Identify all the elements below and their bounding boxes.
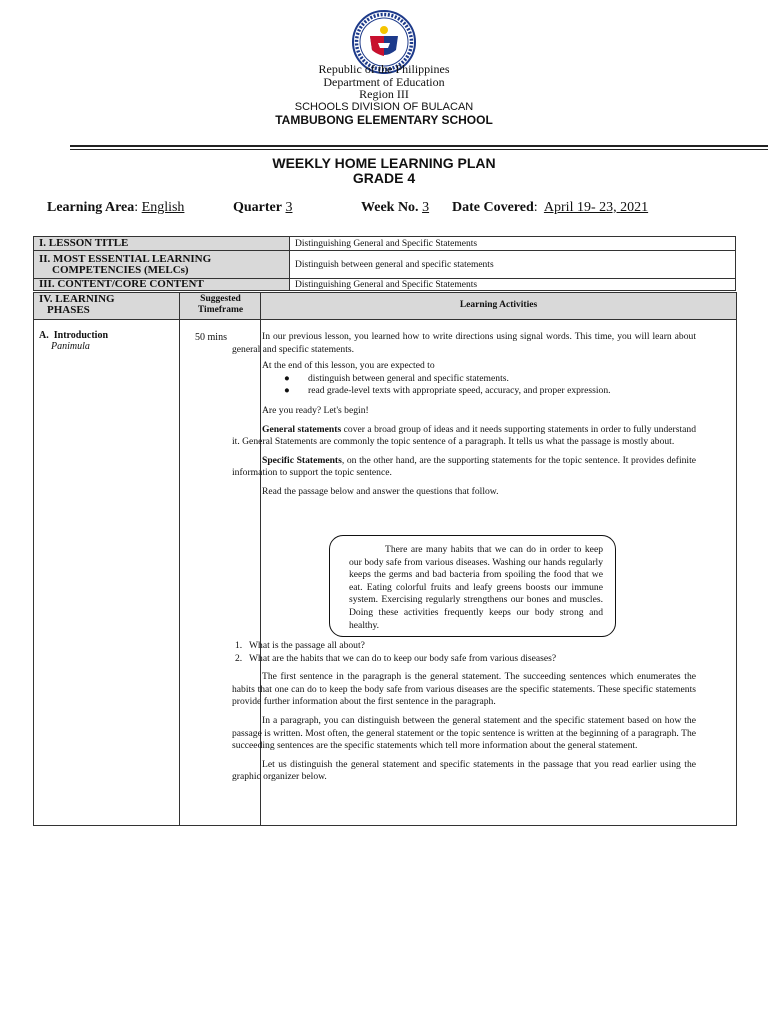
- phase-letter: A.: [39, 330, 49, 341]
- lesson-title-value: Distinguishing General and Specific Statements: [290, 237, 736, 251]
- grade-title: GRADE 4: [352, 170, 416, 186]
- phases-header-line2: PHASES: [47, 304, 90, 316]
- questions-list: [232, 640, 696, 665]
- header-divider-thin: [70, 149, 768, 150]
- melc-label: [34, 251, 290, 279]
- melc-label-line2: COMPETENCIES (MELCs): [52, 263, 189, 276]
- learning-area-value: English: [141, 200, 185, 215]
- passage-text: There are many habits that we can do in order to keep our body safe from various diseases. Washing our hands regularly keeps the germs and bad bacteria from spoiling the food that we eat. Eating colorful fruits and leafy greens boosts our immune system. Exercising regularly strengthens our bones and muscles. Doing these activities frequently keeps our body strong and healthy.: [349, 544, 603, 631]
- header-school: TAMBUBONG ELEMENTARY SCHOOL: [275, 113, 493, 127]
- timeframe-header-line1: Suggested: [200, 294, 241, 304]
- specific-statements-term: Specific Statements: [262, 454, 342, 466]
- header-divider-thick: [70, 145, 768, 147]
- timeframe-header-line2: Timeframe: [197, 305, 244, 315]
- plan-title: WEEKLY HOME LEARNING PLAN: [272, 155, 496, 171]
- lesson-title-label: I. LESSON TITLE: [34, 237, 290, 251]
- passage-box: [329, 535, 616, 637]
- content-row: [34, 279, 736, 291]
- phase-introduction: [39, 330, 108, 352]
- header-division: SCHOOLS DIVISION OF BULACAN: [294, 101, 474, 113]
- activities-block-1: [232, 331, 696, 499]
- intro-paragraph: In our previous lesson, you learned how to write directions using signal words. This time, you will learn about general and specific statements.: [232, 331, 696, 355]
- week-label: Week No.: [361, 200, 419, 215]
- objectives-intro: At the end of this lesson, you are expected to: [262, 360, 435, 372]
- learning-area-label: Learning Area: [47, 200, 135, 215]
- explanation-paragraph-2: In a paragraph, you can distinguish between the general statement and the specific statement based on how the passage is written. Most often, the general statement or the topic sentence is written at the beginning of a paragraph. The succeeding sentences are the specific statements which tell more information about the general statement.: [232, 714, 696, 752]
- date-label: Date Covered: [452, 200, 534, 215]
- header-department: Department of Education: [323, 75, 445, 89]
- phase-subtitle: Panimula: [51, 341, 90, 352]
- read-instructions: Read the passage below and answer the questions that follow.: [262, 485, 499, 497]
- content-label: III. CONTENT/CORE CONTENT: [34, 279, 290, 291]
- objectives-list: [232, 373, 696, 398]
- explanation-paragraph-1: The first sentence in the paragraph is the general statement. The succeeding sentences which enumerates the habits that one can do to keep the body safe from various diseases are the specific statements. These specific statements provide further information about the first sentence in the paragraph.: [232, 671, 696, 708]
- column-divider: [179, 293, 180, 825]
- phases-header: [39, 294, 179, 316]
- quarter-value: 3: [285, 200, 293, 215]
- general-statements-paragraph: General statements cover a broad group of ideas and it needs supporting statements in order to fully understand it. General Statements are commonly the topic sentence of a paragraph. It tells us what the passage is mostly about.: [232, 423, 696, 448]
- content-value: Distinguishing General and Specific Statements: [290, 279, 736, 291]
- date-value: April 19- 23, 2021: [543, 200, 649, 215]
- header-republic: Republic of the Philippines: [318, 62, 450, 76]
- question-item: 2. What are the habits that we can do to keep our body safe from various diseases?: [235, 652, 557, 664]
- timeframe-header: [181, 294, 260, 316]
- timeframe-value: 50 mins: [195, 332, 227, 343]
- specific-statements-paragraph: Specific Statements, on the other hand, are the supporting statements for the topic sentence. It provides definite information to support the topic sentence.: [232, 454, 696, 479]
- activities-block-2: [232, 640, 696, 784]
- quarter-label: Quarter: [233, 200, 282, 215]
- phase-title: Introduction: [53, 330, 109, 341]
- melc-row: [34, 251, 736, 279]
- week-number: [361, 200, 429, 216]
- melc-label-line1: II. MOST ESSENTIAL LEARNING: [39, 252, 212, 265]
- lesson-title-row: [34, 237, 736, 251]
- week-value: 3: [422, 200, 430, 215]
- question-item: 1. What is the passage all about?: [235, 640, 365, 651]
- quarter: [233, 200, 292, 216]
- header-region: Region III: [359, 87, 409, 101]
- activities-header: Learning Activities: [459, 300, 538, 310]
- date-covered: Date Covered: April 19- 23, 2021: [452, 200, 649, 215]
- melc-value: Distinguish between general and specific statements: [290, 251, 736, 279]
- objective-item: ● distinguish between general and specific statements.: [284, 372, 509, 384]
- phases-header-line1: IV. LEARNING: [39, 293, 115, 305]
- lesson-info-table: [33, 236, 736, 291]
- graphic-organizer-instructions: Let us distinguish the general statement and specific statements in the passage that you read earlier using the graphic organizer below.: [232, 758, 696, 783]
- general-statements-term: General statements: [262, 423, 342, 435]
- ready-text: Are you ready? Let's begin!: [262, 404, 369, 416]
- objective-item: ● read grade-level texts with appropriate speed, accuracy, and proper expression.: [284, 385, 611, 397]
- learning-area: Learning Area: English: [47, 200, 185, 215]
